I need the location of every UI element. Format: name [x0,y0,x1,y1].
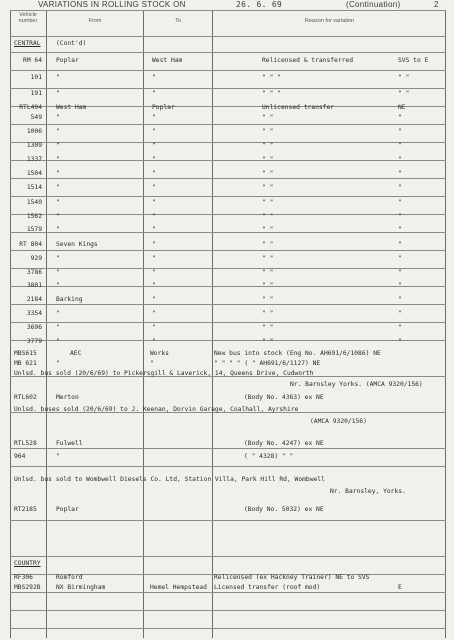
from-cell: " [56,310,60,317]
from-cell: Merton [56,394,79,401]
from-cell: (Cont'd) [56,40,87,47]
reason-cell: " " [262,184,274,191]
grid-line [10,160,446,161]
to-cell: West Ham [152,57,183,64]
to-cell: " [152,241,156,248]
reason-extra: " [398,226,402,233]
vehicle-number: RM 64 [23,57,42,64]
vehicle-number: 191 [30,90,42,97]
reason-extra: " " [398,74,410,81]
grid-line [10,556,446,557]
reason-cell: " " " [262,74,281,81]
reason-cell: " " [262,282,274,289]
to-cell: " [152,324,156,331]
to-cell: Poplar [152,104,175,111]
to-cell: " [152,128,156,135]
from-cell: Romford [56,574,83,581]
reason-extra: " [398,128,402,135]
reason-cell: " " [262,338,274,345]
reason-extra: " [398,170,402,177]
from-cell: NX Birmingham [56,584,106,591]
grid-line [143,10,144,638]
reason-cell: " " [262,226,274,233]
reason-cell: (Body No. 4363) ex NE [244,394,324,401]
column-header-vehicle: Vehicle number [18,12,38,24]
from-cell: West Ham [56,104,87,111]
vehicle-number: 1504 [26,170,42,177]
vehicle-number: RTL602 [14,394,37,401]
vehicle-number: 929 [30,255,42,262]
grid-line [10,250,446,251]
from-cell: " [56,199,60,206]
grid-line [46,10,47,638]
reason-cell: " " " [262,90,281,97]
grid-line [10,322,446,323]
reason-cell: " " [262,114,274,121]
vehicle-number: 3779 [26,338,42,345]
reason-extra: " [398,142,402,149]
reason-extra: " [398,324,402,331]
vehicle-number: MB 621 [14,360,37,367]
reason-extra: " [398,156,402,163]
from-cell: " [56,74,60,81]
grid-line [10,214,446,215]
from-cell: AEC [70,350,82,357]
from-cell: " [56,453,60,460]
note-text: Nr. Barnsley Yorks. (AMCA 9320/156) [290,381,423,388]
reason-extra: " [398,296,402,303]
from-cell: " [56,90,60,97]
to-cell: " [152,213,156,220]
reason-cell: New bus into stock (Eng No. AH691/6/1086) NE [214,350,381,357]
header-date: 26. 6. 69 [236,0,283,9]
note-text: (AMCA 9320/156) [310,418,367,425]
reason-extra: E [398,584,402,591]
to-cell: " [152,338,156,345]
to-cell: Hemel Hempstead [150,584,207,591]
grid-line [10,520,446,521]
from-cell: " [56,282,60,289]
reason-cell: " " [262,142,274,149]
to-cell: " [152,74,156,81]
grid-line [10,286,446,287]
from-cell: " [56,269,60,276]
grid-line [10,268,446,269]
reason-cell: Relicensed (ex Hackney Trainer) NE to SVS [214,574,370,581]
to-cell: " [152,142,156,149]
from-cell: " [56,128,60,135]
reason-extra: " " [398,90,410,97]
from-cell: " [56,170,60,177]
vehicle-number: 1540 [26,199,42,206]
reason-cell: Unlicensed transfer [262,104,335,111]
reason-cell: " " [262,269,274,276]
grid-line [10,52,446,53]
to-cell: " [152,114,156,121]
header-continuation: (Continuation) [346,0,401,9]
note-text: Unlsd. bus sold (20/6/69) to Pickersgill & Laverick, 14, Queens Drive, Cudworth [14,370,314,377]
from-cell: " [56,142,60,149]
from-cell: Barking [56,296,83,303]
reason-cell: " " [262,296,274,303]
vehicle-number: RF306 [14,574,33,581]
to-cell: " [152,255,156,262]
from-cell: Fulwell [56,440,83,447]
reason-extra: " [398,199,402,206]
to-cell: Works [150,350,169,357]
vehicle-number: 1006 [26,128,42,135]
reason-extra: " [398,213,402,220]
to-cell: " [152,156,156,163]
reason-cell: (Body No. 4247) ex NE [244,440,324,447]
reason-cell: " " [262,128,274,135]
from-cell: " [56,338,60,345]
note-text: Unlsd. buses sold (20/6/69) to J. Keenan, Dorvin Garage, Coalhall, Ayrshire [14,406,299,413]
vehicle-number: 3696 [26,324,42,331]
to-cell: " [152,184,156,191]
reason-cell: " " [262,213,274,220]
reason-extra: NE [398,104,406,111]
reason-extra: " [398,338,402,345]
from-cell: Seven Kings [56,241,98,248]
vehicle-number: CENTRAL [14,40,41,47]
from-cell: Poplar [56,57,79,64]
to-cell: " [152,90,156,97]
to-cell: " [152,310,156,317]
reason-extra: SVS to E [398,57,429,64]
reason-extra: " [398,114,402,121]
vehicle-number: 2184 [26,296,42,303]
vehicle-number: 3786 [26,269,42,276]
vehicle-number: 3354 [26,310,42,317]
vehicle-number: 1579 [26,226,42,233]
grid-line [10,88,446,89]
reason-cell: " " [262,324,274,331]
grid-line [10,610,446,611]
grid-line [10,466,446,467]
from-cell: " [56,255,60,262]
vehicle-number: MBS615 [14,350,37,357]
column-header-reason: Reason for variation [304,18,355,24]
column-header-to: To [175,18,181,24]
vehicle-number: 1562 [26,213,42,220]
from-cell: " [56,226,60,233]
grid-line [10,592,446,593]
reason-extra: " [398,255,402,262]
grid-line [10,232,446,233]
from-cell: " [56,360,60,367]
grid-line [10,178,446,179]
to-cell: " [150,360,154,367]
grid-line [10,70,446,71]
reason-cell: " " [262,310,274,317]
grid-line [10,304,446,305]
grid-line [10,142,446,143]
grid-line [445,10,446,638]
vehicle-number: COUNTRY [14,560,41,567]
note-text: Unlsd. bus sold to Wombwell Diesels Co. Ltd, Station Villa, Park Hill Rd, Wombwell [14,476,325,483]
grid-line [10,340,446,341]
header-page-number: 2 [434,0,439,9]
reason-cell: " " " " ( " AH691/6/1127) NE [214,360,321,367]
vehicle-number: MBS292B [14,584,41,591]
vehicle-number: 101 [30,74,42,81]
vehicle-number: 549 [30,114,42,121]
vehicle-number: 1337 [26,156,42,163]
grid-line [10,124,446,125]
reason-cell: Licensed transfer (roof mod) [214,584,321,591]
from-cell: " [56,184,60,191]
grid-line [10,10,446,11]
reason-cell: " " [262,255,274,262]
grid-line [212,10,213,638]
to-cell: " [152,296,156,303]
reason-cell: " " [262,170,274,177]
vehicle-number: 964 [14,453,26,460]
from-cell: " [56,324,60,331]
vehicle-number: RTL528 [14,440,37,447]
note-text: Nr. Barnsley, Yorks. [330,488,406,495]
to-cell: " [152,199,156,206]
grid-line [10,10,11,638]
column-header-from: From [88,18,102,24]
reason-extra: " [398,184,402,191]
reason-cell: Relicensed & transferred [262,57,353,64]
reason-extra: " [398,269,402,276]
vehicle-number: RT 804 [19,241,42,248]
grid-line [10,628,446,629]
to-cell: " [152,170,156,177]
from-cell: " [56,114,60,121]
to-cell: " [152,269,156,276]
vehicle-number: RTL494 [19,104,42,111]
to-cell: " [152,282,156,289]
vehicle-number: RT2185 [14,506,37,513]
grid-line [10,448,446,449]
to-cell: " [152,226,156,233]
from-cell: " [56,156,60,163]
reason-cell: " " [262,156,274,163]
vehicle-number: 1309 [26,142,42,149]
vehicle-number: 1514 [26,184,42,191]
reason-extra: " [398,282,402,289]
header-title: VARIATIONS IN ROLLING STOCK ON [38,0,186,9]
reason-cell: (Body No. 5032) ex NE [244,506,324,513]
reason-cell: " " [262,199,274,206]
reason-extra: " [398,310,402,317]
reason-extra: " [398,241,402,248]
reason-cell: " " [262,241,274,248]
reason-cell: ( " 4328) " " [244,453,294,460]
grid-line [10,196,446,197]
from-cell: " [56,213,60,220]
grid-line [10,36,446,37]
vehicle-number: 3801 [26,282,42,289]
from-cell: Poplar [56,506,79,513]
page-header [10,0,446,10]
